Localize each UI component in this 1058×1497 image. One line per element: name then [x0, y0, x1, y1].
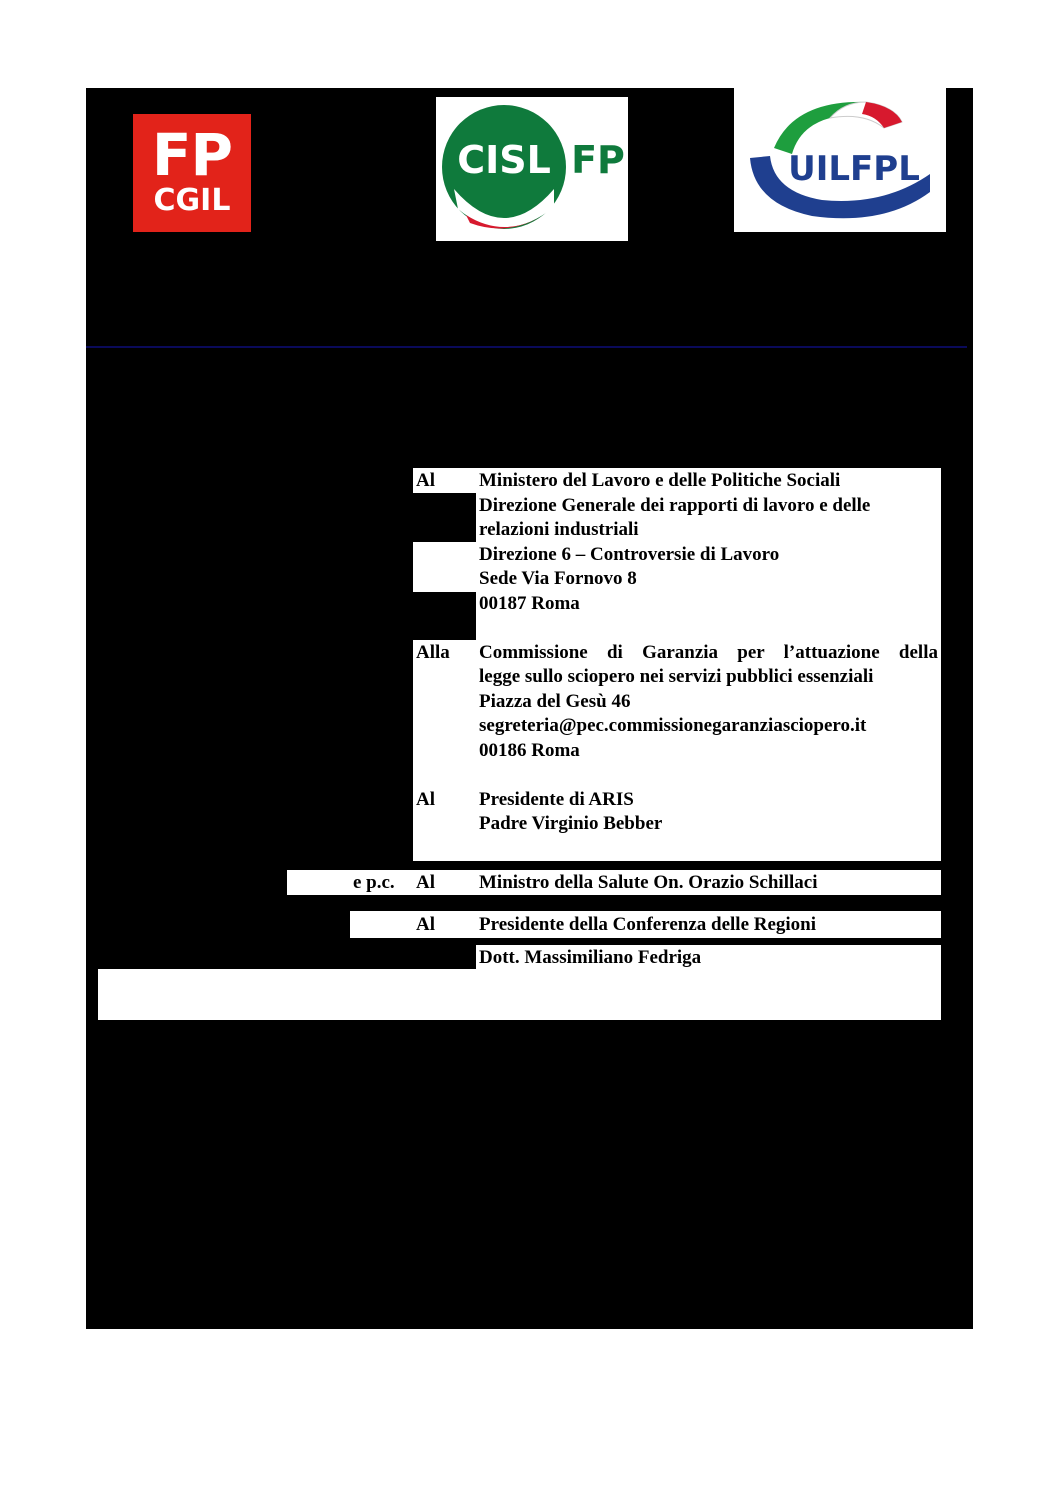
recipient-1-line: 00187 Roma	[479, 593, 580, 614]
recipient-3-line: Presidente di ARIS	[479, 789, 634, 810]
recipient-1-line: Direzione Generale dei rapporti di lavoro e delle	[479, 495, 871, 516]
recipient-1-line: relazioni industriali	[479, 519, 639, 540]
fp-cgil-logo-fp: FP	[151, 121, 233, 189]
recipient-1-line: Sede Via Fornovo 8	[479, 568, 637, 589]
recipient-3-line: Padre Virginio Bebber	[479, 813, 663, 834]
recipient-5-line: Presidente della Conferenza delle Regioni	[479, 914, 817, 935]
recipient-2-line: Commissione di Garanzia per l’attuazione della	[479, 642, 938, 663]
recipient-2-email: segreteria@pec.commissionegaranziasciopero.it	[479, 715, 867, 736]
recipient-block-footer	[98, 969, 941, 1020]
fp-cgil-logo	[133, 114, 251, 232]
cisl-fp-logo	[436, 97, 628, 241]
cc-prefix: e p.c.	[353, 872, 395, 893]
header-divider	[86, 346, 967, 348]
cisl-fp-logo-fp: FP	[571, 138, 625, 182]
recipient-5-line: Dott. Massimiliano Fedriga	[479, 947, 702, 968]
recipient-4-line: Ministro della Salute On. Orazio Schillaci	[479, 872, 818, 893]
recipient-3-label: Al	[416, 789, 435, 810]
recipient-2-line: legge sullo sciopero nei servizi pubblici essenziali	[479, 666, 874, 687]
recipient-1-line: Ministero del Lavoro e delle Politiche Sociali	[479, 470, 841, 491]
recipient-4-label: Al	[416, 872, 435, 893]
recipient-2-line: Piazza del Gesù 46	[479, 691, 631, 712]
cisl-fp-logo-cisl: CISL	[457, 138, 551, 182]
uil-fpl-logo	[734, 88, 946, 232]
fp-cgil-logo-cgil: CGIL	[153, 183, 231, 218]
recipient-2-line: 00186 Roma	[479, 740, 580, 761]
recipient-1-line: Direzione 6 – Controversie di Lavoro	[479, 544, 780, 565]
recipient-1-label: Al	[416, 470, 435, 491]
cisl-fp-emblem-icon	[436, 97, 628, 241]
uil-fpl-ring-icon	[734, 88, 946, 232]
recipient-2-label: Alla	[416, 642, 450, 663]
recipient-5-label: Al	[416, 914, 435, 935]
uil-fpl-logo-text: UILFPL	[788, 149, 920, 189]
